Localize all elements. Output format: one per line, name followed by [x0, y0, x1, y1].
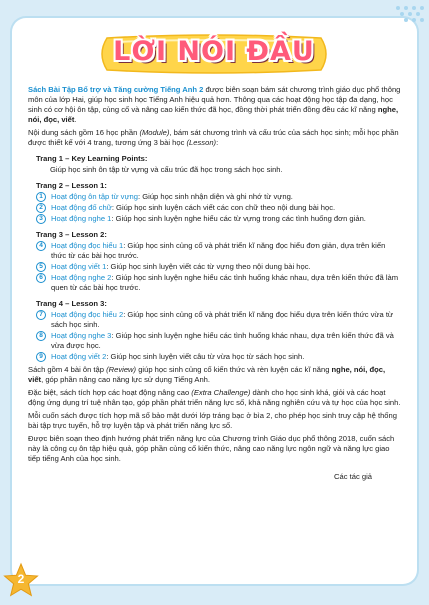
structure-text-2: , bám sát chương trình và cấu trúc của sách học sinh; mỗi học phần được thiết kế với 4 trang, tương ứng 3 bài học	[28, 128, 399, 147]
activity-text	[51, 192, 402, 202]
activity-text	[51, 310, 402, 330]
module-label: (Module)	[139, 128, 170, 137]
activity-text	[51, 241, 402, 261]
activity-item	[36, 241, 402, 261]
structure-paragraph	[28, 128, 402, 148]
activity-number-badge: 8	[36, 331, 46, 341]
activity-label: Hoạt động viết 1	[51, 262, 107, 271]
activity-text	[51, 203, 402, 213]
activity-desc: : Giúp học sinh luyện viết các từ vựng theo nội dung bài học.	[106, 262, 311, 271]
activity-desc: : Giúp học sinh luyện viết câu từ vừa học từ sách học sinh.	[106, 352, 305, 361]
activity-number-badge: 2	[36, 203, 46, 213]
preface-content	[28, 85, 402, 485]
page-title: LỜI NÓI ĐẦU	[113, 36, 315, 67]
activity-desc: : Giúp học sinh luyện cách viết các con chữ theo nội dung bài học.	[111, 203, 336, 212]
activity-item	[36, 352, 402, 362]
activity-label: Hoạt động đố chữ	[51, 203, 112, 212]
closing-paragraph: Được biên soạn theo định hướng phát triển năng lực của Chương trình Giáo dục phổ thông 2018, cuốn sách này là công cụ ôn tập hiệu quả, góp phần củng cố kiến thức, nâng cao năng lực ngôn ngữ và năng lực giao tiếp tiếng Anh của học sinh.	[28, 434, 395, 463]
intro-paragraph	[28, 85, 402, 125]
activity-number-badge: 9	[36, 352, 46, 362]
review-label: (Review)	[106, 365, 137, 374]
activity-text	[51, 214, 402, 224]
activity-number-badge: 7	[36, 310, 46, 320]
page2-heading: Trang 2 – Lesson 1:	[36, 181, 107, 190]
activity-label: Hoạt động nghe 3	[51, 331, 112, 340]
activity-label: Hoạt động ôn tập từ vựng	[51, 192, 139, 201]
activity-desc: : Giúp học sinh luyện nghe hiểu các tình huống khác nhau, dựa trên kiến thức đã và vừa được học.	[51, 331, 394, 350]
activity-number-badge: 3	[36, 214, 46, 224]
activity-desc: : Giúp học sinh củng cố và phát triển kĩ năng đọc hiểu dựa trên kiến thức vừa từ sách học sinh.	[51, 310, 394, 329]
intro-end: .	[74, 115, 77, 124]
activity-number-badge: 6	[36, 273, 46, 283]
activity-item	[36, 273, 402, 293]
activity-item	[36, 310, 402, 330]
activity-desc: : Giúp học sinh củng cố và phát triển kĩ năng đọc hiểu đơn giản, dựa trên kiến thức từ các bài học trước.	[51, 241, 386, 260]
activity-number-badge: 5	[36, 262, 46, 272]
activity-item	[36, 214, 402, 224]
extra-paragraph	[28, 388, 402, 408]
extra-text-2: dành cho học sinh khá, giỏi và các hoạt động ứng dụng trí tuệ nhân tạo, góp phần phát triển năng lực số, khả năng nghiên cứu và tự học của học sinh.	[28, 388, 401, 407]
lesson-label: (Lesson)	[186, 138, 217, 147]
activity-number-badge: 4	[36, 241, 46, 251]
extra-text-1: Đặc biệt, sách tích hợp các hoạt động nâng cao	[28, 388, 192, 397]
activity-text	[51, 273, 402, 293]
page4-heading: Trang 4 – Lesson 3:	[36, 299, 107, 308]
activity-item	[36, 192, 402, 202]
review-skills: nghe, nói, đọc, viết	[28, 365, 386, 384]
qr-paragraph: Mỗi cuốn sách được tích hợp mã số bảo mật dưới lớp tráng bạc ở bìa 2, cho phép học sinh truy cập hệ thống bài tập trực tuyến, hỗ trợ luyện tập và phát triển năng lực số.	[28, 411, 397, 430]
activity-number-badge: 1	[36, 192, 46, 202]
activity-label: Hoạt động đọc hiểu 1	[51, 241, 124, 250]
activity-item	[36, 331, 402, 351]
activity-text	[51, 262, 402, 272]
structure-text-3: :	[216, 138, 219, 147]
activity-item	[36, 262, 402, 272]
activity-desc: : Giúp học sinh luyện nghe hiểu các từ vựng trong các tình huống đơn giản.	[111, 214, 366, 223]
signature: Các tác giả	[334, 472, 372, 481]
book-name: Sách Bài Tập Bổ trợ và Tăng cường Tiếng Anh 2	[28, 85, 204, 94]
extra-challenge-label: (Extra Challenge)	[191, 388, 251, 397]
activity-item	[36, 203, 402, 213]
page-number-badge	[2, 562, 40, 600]
page1-desc: Giúp học sinh ôn tập từ vựng và cấu trúc đã học trong sách học sinh.	[50, 165, 283, 174]
activity-desc: : Giúp học sinh nhận diện và ghi nhớ từ vựng.	[138, 192, 293, 201]
intro-skills: nghe, nói, đọc, viết	[28, 105, 399, 124]
review-text-3: , góp phần nâng cao năng lực sử dụng Tiếng Anh.	[41, 375, 211, 384]
review-text-1: Sách gồm 4 bài ôn tập	[28, 365, 107, 374]
activity-label: Hoạt động viết 2	[51, 352, 107, 361]
page1-heading: Trang 1 – Key Learning Points:	[36, 154, 148, 163]
structure-text-1: Nội dung sách gồm 16 học phần	[28, 128, 140, 137]
review-text-2: giúp học sinh củng cố kiến thức và rèn luyện các kĩ năng	[136, 365, 332, 374]
activity-label: Hoạt động nghe 1	[51, 214, 112, 223]
review-paragraph	[28, 365, 402, 385]
activity-label: Hoạt động đọc hiểu 2	[51, 310, 124, 319]
activity-text	[51, 331, 402, 351]
intro-text: được biên soạn bám sát chương trình giáo dục phổ thông môn của lớp Hai, giúp học sinh học Tiếng Anh hiệu quả hơn. Thông qua các hoạt động học tập đa dạng, học sinh có cơ hội ôn tập, củng cố và nâng cao kiến thức đã học, đồng thời phát triển đồng đều các kĩ năng	[28, 85, 401, 114]
activity-text	[51, 352, 402, 362]
title-banner	[93, 34, 335, 74]
page3-heading: Trang 3 – Lesson 2:	[36, 230, 107, 239]
activity-label: Hoạt động nghe 2	[51, 273, 112, 282]
page-number: 2	[17, 572, 25, 586]
activity-desc: : Giúp học sinh luyện nghe hiểu các tình huống khác nhau, dựa trên kiến thức đã làm quen từ các bài học trước.	[51, 273, 399, 292]
